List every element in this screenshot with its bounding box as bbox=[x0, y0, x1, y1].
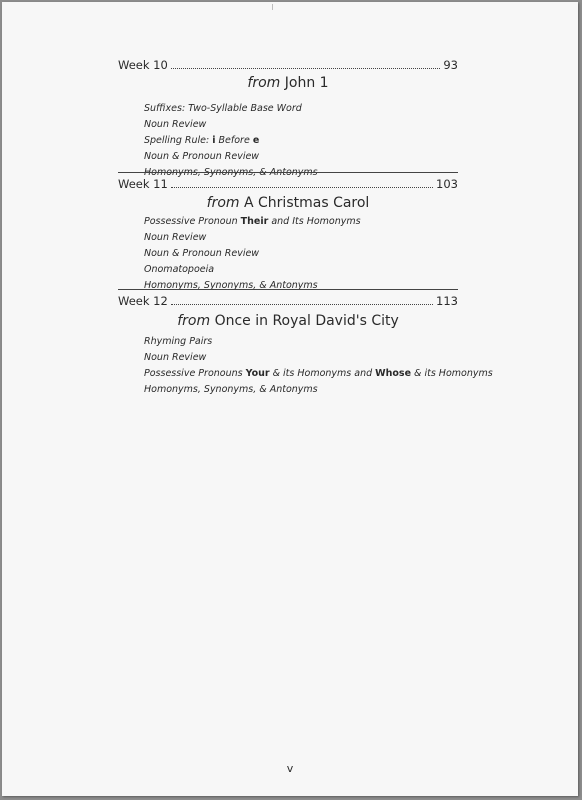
week-label: Week 12 bbox=[118, 294, 168, 308]
topic-item: Noun Review bbox=[144, 352, 207, 363]
topic-list bbox=[144, 214, 484, 294]
section-divider bbox=[118, 172, 458, 173]
story-name: Once in Royal David's City bbox=[214, 313, 399, 329]
dot-leader bbox=[171, 186, 433, 188]
topic-item: Noun & Pronoun Review bbox=[144, 248, 260, 259]
page-number: 113 bbox=[436, 294, 458, 308]
topic-item: Noun & Pronoun Review bbox=[144, 151, 260, 162]
page-number: 93 bbox=[443, 58, 458, 72]
topic-item: Homonyms, Synonyms, & Antonyms bbox=[144, 280, 318, 291]
story-prefix: from bbox=[247, 75, 281, 91]
topic-item: Possessive Pronouns Your & its Homonyms and Whose & its Homonyms bbox=[144, 368, 493, 379]
topic-item: Rhyming Pairs bbox=[144, 336, 213, 347]
topic-item: Noun Review bbox=[144, 232, 207, 243]
toc-entry-week-11[interactable] bbox=[118, 178, 458, 191]
document-page bbox=[2, 2, 578, 796]
page-number: 103 bbox=[436, 177, 458, 191]
topic-item: Homonyms, Synonyms, & Antonyms bbox=[144, 384, 318, 395]
crop-mark bbox=[272, 4, 273, 10]
dot-leader bbox=[171, 67, 441, 69]
topic-item: Possessive Pronoun Their and Its Homonyms bbox=[144, 216, 361, 227]
story-name: A Christmas Carol bbox=[244, 195, 370, 211]
topic-item: Noun Review bbox=[144, 119, 207, 130]
section-divider bbox=[118, 289, 458, 290]
topic-item: Spelling Rule: i Before e bbox=[144, 135, 260, 146]
story-prefix: from bbox=[206, 195, 240, 211]
story-prefix: from bbox=[177, 313, 211, 329]
topic-item: Onomatopoeia bbox=[144, 264, 215, 275]
week-label: Week 10 bbox=[118, 58, 168, 72]
topic-item: Suffixes: Two-Syllable Base Word bbox=[144, 103, 302, 114]
week-label: Week 11 bbox=[118, 177, 168, 191]
toc-entry-week-12[interactable] bbox=[118, 295, 458, 308]
story-title bbox=[118, 195, 458, 211]
page-folio: v bbox=[286, 762, 294, 775]
story-title bbox=[118, 75, 458, 91]
toc-entry-week-10[interactable] bbox=[118, 59, 458, 72]
story-title bbox=[118, 313, 458, 329]
topic-list bbox=[144, 101, 484, 181]
dot-leader bbox=[171, 303, 433, 305]
topic-list bbox=[144, 334, 493, 398]
topic-item: Homonyms, Synonyms, & Antonyms bbox=[144, 167, 318, 178]
story-name: John 1 bbox=[284, 75, 329, 91]
